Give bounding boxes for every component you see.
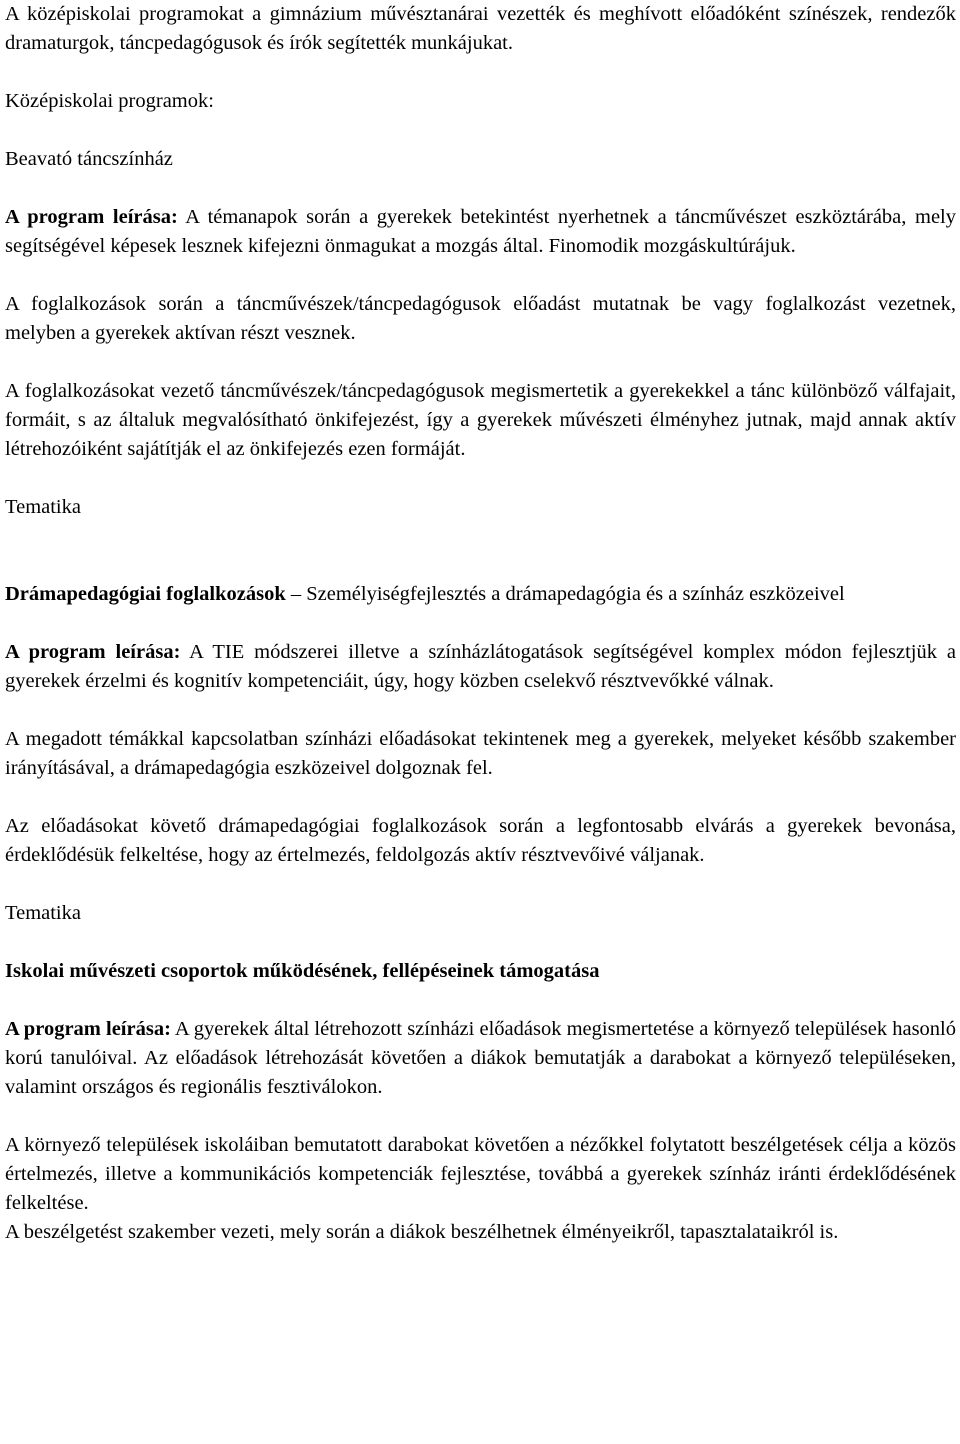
section-label: Középiskolai programok: — [5, 90, 214, 112]
intro-paragraph: A középiskolai programokat a gimnázium művésztanárai vezették és meghívott előadóként színészek, rendezők dramaturgok, táncpedagógusok és írók segítették munkájukat. — [5, 3, 956, 54]
drama-paragraph-3: Az előadásokat követő drámapedagógiai foglalkozások során a legfontosabb elvárás a gyerekek bevonása, érdeklődésük felkeltése, hogy az értelmezés, feldolgozás aktív résztvevőivé váljanak. — [5, 815, 956, 866]
drama-paragraph-2: A megadott témákkal kapcsolatban színházi előadásokat tekintenek meg a gyerekek, melyeket később szakember irányításával, a drámapedagógia eszközeivel dolgoznak fel. — [5, 728, 956, 779]
drama-title: Drámapedagógiai foglalkozások — [5, 583, 286, 605]
groups-title: Iskolai művészeti csoportok működésének, fellépéseinek támogatása — [5, 960, 600, 982]
program-description-dance — [5, 203, 956, 261]
dance-paragraph-2: A foglalkozások során a táncművészek/táncpedagógusok előadást mutatnak be vagy foglalkozást vezetnek, melyben a gyerekek aktívan részt vesznek. — [5, 293, 956, 344]
program-title-drama — [5, 580, 956, 609]
description-text: A témanapok során a gyerekek betekintést nyerhetnek a táncművészet eszköztárába, mely segítségével képesek lesznek kifejezni önmagukat a mozgás által. Finomodik mozgáskultúrájuk. — [5, 206, 956, 257]
tematika-label-dance: Tematika — [5, 496, 81, 518]
program-title-dance: Beavató táncszínház — [5, 148, 173, 170]
description-text: A TIE módszerei illetve a színházlátogatások segítségével komplex módon fejlesztjük a gyerekek érzelmi és kognitív kompetenciáit, úgy, hogy közben cselekvő résztvevőkké válnak. — [5, 641, 956, 692]
document-page — [5, 0, 956, 1247]
program-title-groups — [5, 957, 956, 986]
program-description-drama — [5, 638, 956, 696]
groups-paragraph-2: A környező települések iskoláiban bemutatott darabokat követően a nézőkkel folytatott beszélgetések célja a közös értelmezés, illetve a kommunikációs kompetenciák fejlesztése, továbbá a gyerekek színház iránti érdeklődésének felkeltése. — [5, 1134, 956, 1214]
description-text: A gyerekek által létrehozott színházi előadások megismertetése a környező települések hasonló korú tanulóival. Az előadások létrehozását követően a diákok bemutatják a darabokat a környező településeken, valamint országos és regionális fesztiválokon. — [5, 1018, 957, 1098]
groups-paragraph-3: A beszélgetést szakember vezeti, mely során a diákok beszélhetnek élményeikről, tapasztalataikról is. — [5, 1221, 839, 1243]
program-description-groups — [5, 1015, 956, 1102]
tematika-label-drama: Tematika — [5, 902, 81, 924]
description-label: A program leírása: — [5, 206, 178, 228]
drama-subtitle: – Személyiségfejlesztés a drámapedagógia és a színház eszközeivel — [285, 583, 845, 605]
description-label: A program leírása: — [5, 641, 181, 663]
description-label: A program leírása: — [5, 1018, 171, 1040]
dance-paragraph-3: A foglalkozásokat vezető táncművészek/táncpedagógusok megismertetik a gyerekekkel a tánc különböző válfajait, formáit, s az általuk megvalósítható önkifejezést, így a gyerekek művészeti élményhez jutnak, majd annak aktív létrehozóiként sajátítják el az önkifejezés ezen formáját. — [5, 380, 956, 460]
